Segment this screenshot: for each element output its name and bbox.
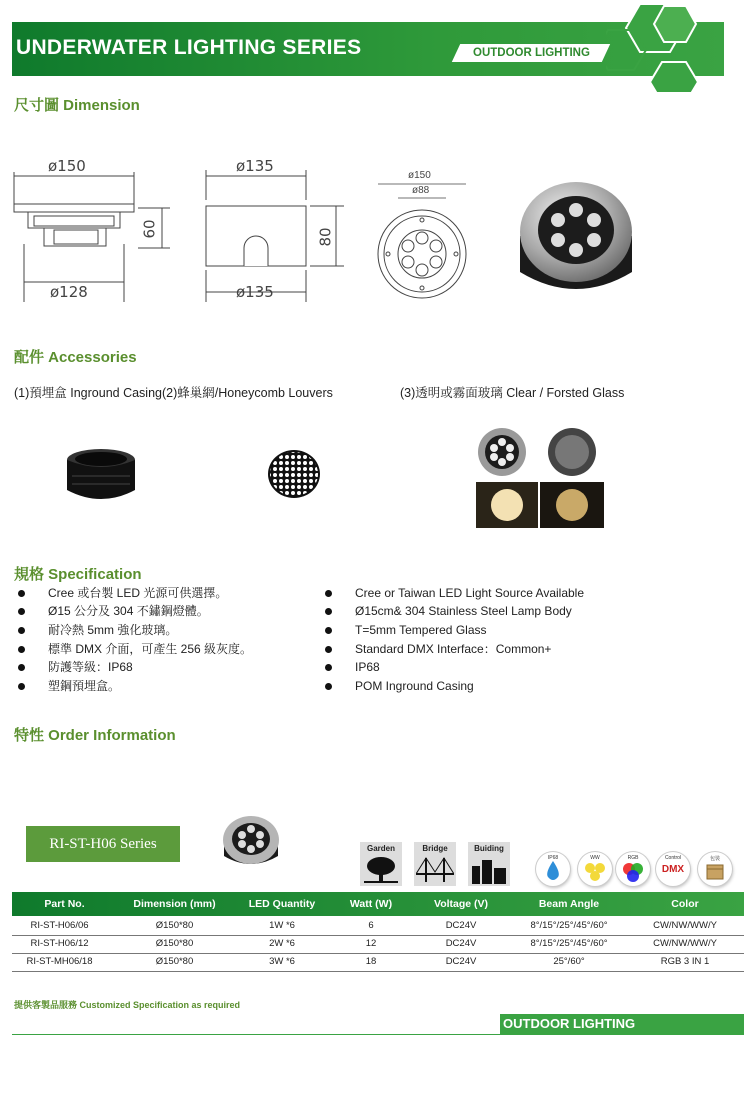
box-icon <box>706 862 724 880</box>
bullet-icon <box>325 608 332 615</box>
application-building: Buiding <box>468 842 510 886</box>
spec-en-item: Cree or Taiwan LED Light Source Available <box>355 584 584 602</box>
box-bottom-dimension: ø135 <box>236 283 274 301</box>
col-watt: Watt (W) <box>349 898 393 910</box>
spec-zh-item: 耐冷熱 5mm 強化玻璃。 <box>48 621 177 639</box>
series-label: RI-ST-H06 Series <box>26 826 180 862</box>
bullet-icon <box>325 683 332 690</box>
col-led-quantity: LED Quantity <box>248 898 316 910</box>
spec-en-item: POM Inground Casing <box>355 677 474 695</box>
package-icon: 包裝 <box>698 852 732 886</box>
spec-en-item: IP68 <box>355 658 380 676</box>
dimension-title: 尺寸圖 Dimension <box>14 97 140 114</box>
spec-zh-item: 標準 DMX 介面，可產生 256 級灰度。 <box>48 640 252 658</box>
inground-casing-photo <box>64 446 138 512</box>
top-inner-dimension: ø88 <box>412 185 430 196</box>
bullet-icon <box>325 590 332 597</box>
water-drop-icon <box>545 861 561 881</box>
ip68-icon: IP68 <box>536 852 570 886</box>
spec-zh-item: Cree 或台製 LED 光源可供選擇。 <box>48 584 227 602</box>
spec-en-item: T=5mm Tempered Glass <box>355 621 487 639</box>
building-icon <box>470 856 508 884</box>
footer-divider <box>12 1034 744 1035</box>
glass-options-photo <box>476 424 604 530</box>
header-tag-label: OUTDOOR LIGHTING <box>472 47 590 59</box>
bridge-icon <box>416 856 454 884</box>
footer-bar: OUTDOOR LIGHTING <box>500 1014 744 1034</box>
box-top-dimension: ø135 <box>236 157 274 175</box>
box-height-dimension: 80 <box>316 227 335 247</box>
spec-zh-item: Ø15 公分及 304 不鏽鋼燈體。 <box>48 602 209 620</box>
dmx-control-icon: Control DMX <box>656 852 690 886</box>
top-outer-dimension: ø150 <box>408 170 431 181</box>
application-bridge: Bridge <box>414 842 456 886</box>
page-title: UNDERWATER LIGHTING SERIES <box>16 36 362 59</box>
col-dimension: Dimension (mm) <box>133 898 216 910</box>
bullet-icon <box>325 646 332 653</box>
header-tag <box>452 44 610 62</box>
spec-zh-item: 塑鋼預埋盒。 <box>48 677 120 695</box>
tree-icon <box>364 856 398 884</box>
custom-spec-note: 提供客製品服務 Customized Specification as required <box>14 1000 241 1010</box>
spec-en-item: Ø15cm& 304 Stainless Steel Lamp Body <box>355 602 572 620</box>
warm-white-icon: WW <box>578 852 612 886</box>
accessories-title: 配件 Accessories <box>14 349 137 366</box>
spec-zh-item: 防護等級：IP68 <box>48 658 133 676</box>
table-row: RI-ST-H06/06 Ø150*80 1W *6 6 DC24V 8°/15°/25°/45°/60° CW/NW/WW/Y <box>12 917 744 936</box>
specification-title: 規格 Specification <box>14 566 142 583</box>
ww-dots-icon <box>584 862 606 882</box>
spec-table-header <box>12 892 744 916</box>
col-part-no: Part No. <box>44 898 85 910</box>
col-color: Color <box>671 898 699 910</box>
rgb-dots-icon <box>622 862 644 882</box>
bullet-icon <box>18 683 25 690</box>
accessory-item-1-2: (1)預埋盒 Inground Casing(2)蜂巢網/Honeycomb Louvers <box>14 386 333 400</box>
bullet-icon <box>18 664 25 671</box>
order-title: 特性 Order Information <box>14 727 176 744</box>
side-bottom-dimension: ø128 <box>50 283 88 301</box>
spec-list-en <box>355 584 685 694</box>
bullet-icon <box>325 627 332 634</box>
spec-list-zh <box>48 584 328 694</box>
bullet-icon <box>325 664 332 671</box>
bullet-icon <box>18 608 25 615</box>
accessory-item-3: (3)透明或霧面玻璃 Clear / Forsted Glass <box>400 386 625 400</box>
product-photo <box>512 176 642 306</box>
hexagon-decoration-icon <box>606 0 716 92</box>
dmx-label: DMX <box>661 864 685 875</box>
rgb-icon: RGB <box>616 852 650 886</box>
application-garden: Garden <box>360 842 402 886</box>
series-product-photo <box>218 812 284 872</box>
side-height-dimension: 60 <box>140 219 159 239</box>
col-voltage: Voltage (V) <box>433 898 489 910</box>
table-row: RI-ST-MH06/18 Ø150*80 3W *6 18 DC24V 25°/60° RGB 3 IN 1 <box>12 953 744 972</box>
bullet-icon <box>18 646 25 653</box>
spec-en-item: Standard DMX Interface：Common+ <box>355 640 551 658</box>
bullet-icon <box>18 627 25 634</box>
side-top-dimension: ø150 <box>48 157 86 175</box>
honeycomb-louver-photo <box>266 448 322 500</box>
bullet-icon <box>18 590 25 597</box>
table-row: RI-ST-H06/12 Ø150*80 2W *6 12 DC24V 8°/15°/25°/45°/60° CW/NW/WW/Y <box>12 935 744 954</box>
col-beam-angle: Beam Angle <box>538 898 600 910</box>
